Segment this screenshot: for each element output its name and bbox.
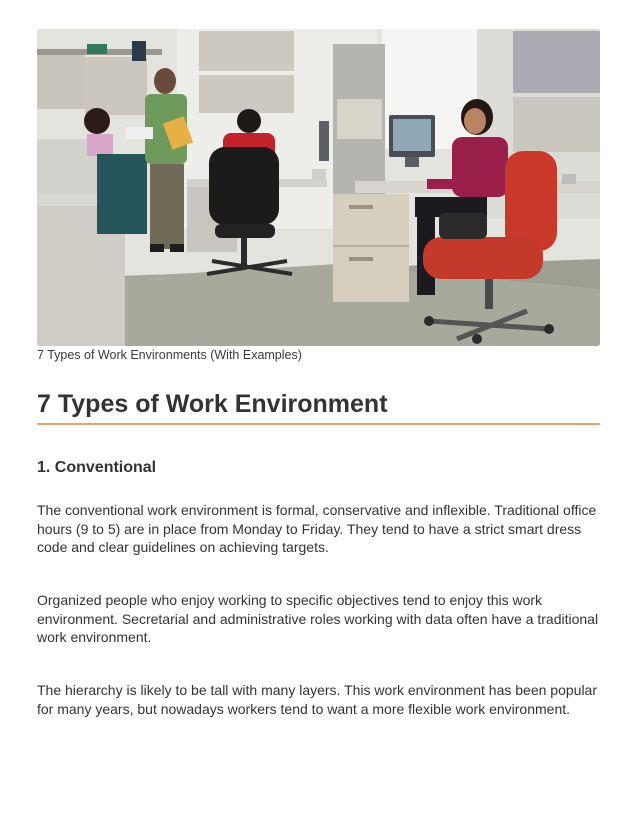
image-caption: 7 Types of Work Environments (With Examples) — [37, 348, 302, 362]
paragraph: The conventional work environment is formal, conservative and inflexible. Traditional office hours (9 to 5) are in place from Monday to Friday. They tend to have a strict smart dress code and clear guidelines on achieving targets. — [37, 502, 597, 555]
page-title: 7 Types of Work Environment — [37, 390, 388, 418]
office-photo — [37, 29, 600, 346]
heading-divider — [37, 423, 600, 425]
paragraph: Organized people who enjoy working to specific objectives tend to enjoy this work environment. Secretarial and administrative roles working with data often have a traditional work environment. — [37, 592, 599, 645]
section-heading: 1. Conventional — [37, 459, 157, 476]
paragraph: The hierarchy is likely to be tall with many layers. This work environment has been popular for many years, but nowadays workers tend to want a more flexible work environment. — [37, 682, 597, 717]
